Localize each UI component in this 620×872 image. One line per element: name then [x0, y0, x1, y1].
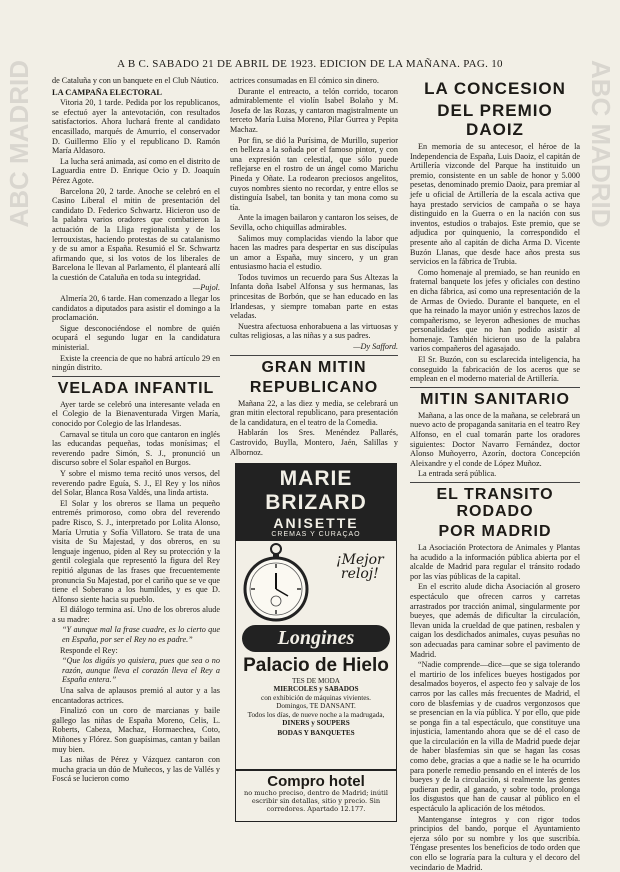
paragraph: La Asociación Protectora de Animales y Plantas ha acudido a la información pública abierta por el alcalde de Madrid para regular el tránsito rodado por las vías públicas de la capital. [410, 543, 580, 581]
ad-anisette: ANISETTE [236, 515, 396, 531]
paragraph: En el escrito alude dicha Asociación al grosero espectáculo que ofrecen carros y carretas arrastrados por tracción animal, singularmente por bueyes, que además de dificultar la circulación, llevan unida la crueldad de que patinen, resbalen y caigan los desdichados animales, cuyas pesuñas no son adecuadas para caminar sobre el pavimento de Madrid. [410, 582, 580, 659]
ad-slogan-line: ¡Mejor [336, 552, 384, 568]
classified-ad-hotel [235, 770, 397, 822]
paragraph: El Sr. Buzón, con su esclarecida inteligencia, ha conseguido la fabricación de los aceros que se emplean en el moderno material de Artillería. [410, 355, 580, 384]
article-headline: MITIN SANITARIO [420, 390, 570, 408]
advertisement-block [235, 463, 397, 770]
paragraph: La lucha será animada, así como en el distrito de Laguardia entre D. Enrique Ocio y D. Joaquín Pérez Agote. [52, 156, 220, 185]
paragraph: En memoria de su antecesor, el héroe de la Independencia de España, Luis Daoiz, el capitán de Artillería vizconde del Parque ha instituido un premio, consistente en un sable de honor y 5.000 pesetas, denominado premio Daoiz, para premiar al jefe u oficial de Artillería de la escala activa que haya prestado servicios de campaña o se haya distinguido en la Guerra o en la nación con sus inventos, estudios o trabajos. Este premio, que se adjudica por quinquenio, la correspondido el presente año al capitán de dicha Arma D. Vicente Buzón Llanas, que desde hace años presta sus servicios en la fábrica de Trubia. [410, 142, 580, 267]
paragraph: Sigue desconociéndose el nombre de quién ocupará el segundo lugar en la candidatura ministerial. [52, 323, 220, 353]
ad-cremas: CREMAS Y CURAÇAO [236, 531, 396, 541]
paragraph: Por fin, se dió la Purísima, de Murillo, superior en belleza a la soñada por el famoso pintor, y con una expresión tan celestial, que sólo puede reflejarse en el rostro de un ángel como Marichu Pineda y Oñate. La rodearon preciosos angelitos, cuyos nombres siento no recordar, y entre ellos se distinguía Isabel, tan bonita y tan mona como su tía. [230, 135, 398, 212]
paragraph: Ante la imagen bailaron y cantaron los seises, de Sevilla, ocho chiquillas admirables. [230, 213, 398, 232]
paragraph: de Cataluña y con un banquete en el Club Náutico. [52, 76, 219, 85]
paragraph: actrices consumadas en El cómico sin dinero. [230, 76, 379, 85]
ad-details [236, 677, 396, 738]
ad-slogan-line: reloj! [340, 566, 379, 582]
article-headline: DEL PREMIO DAOIZ [437, 101, 553, 139]
paragraph: Una salva de aplausos premió al autor y a las encantadoras actrices. [52, 686, 220, 705]
ad-marie-brizard: MARIE BRIZARD [236, 464, 396, 515]
ad-slogan [336, 553, 384, 581]
page-header: A B C. SABADO 21 DE ABRIL DE 1923. EDICION DE LA MAÑANA. PAG. 10 [117, 58, 503, 70]
paragraph: Almería 20, 6 tarde. Han comenzado a llegar los candidatos a diputados para asistir el domingo a la proclamación. [52, 294, 220, 323]
classified-text: no mucho preciso, dentro de Madrid; inútil escribir sin detallas, sitio y precio. Sin corredores. Apartado 12.177. [243, 789, 389, 813]
divider [52, 376, 220, 377]
article-headline: EL TRANSITO RODADO [436, 486, 554, 520]
watermark-left: ABC MADRID [4, 60, 34, 228]
paragraph: Como homenaje al premiado, se han reunido en fraternal banquete los jefes y oficiales con destino en dicha fábrica, así como una representación de la de Armas de Oviedo. Durante el banquete, en el que ha reinado la mayor unión y estrechos lazos de compañerismo, se leyeron adhesiones de muchas personalidades que no han podido asistir al homenaje. También hicieron uso de la palabra varios compañeros del agasajado. [410, 267, 580, 354]
ad-line: BODAS Y BANQUETES [277, 729, 355, 738]
verse: “Y aunque mal la frase cuadre, es lo cierto que en España, por ser el Rey no es padre.” [62, 625, 220, 645]
paragraph: Ayer tarde se celebró una interesante velada en el Colegio de la Bienaventurada Virgen María, conocido por Colegio de las Irlandesas. [52, 399, 220, 428]
column-1 [52, 76, 220, 816]
classified-headline: Compro hotel [267, 773, 365, 790]
paragraph: Hablarán los Sres. Menéndez Pallarés, Castrovido, Buylla, Montero, Jaén, Salillas y Albornoz. [230, 428, 398, 457]
paragraph: “Nadie comprende—dice—que se siga tolerando el martirio de los infelices bueyes hostigados por desalmados boyeros, el aspecto feo y salvaje de los carros por las calles más frecuentes de Madrid, el coro de blasfemias y de cuadros vergonzosos que se presencian en la vía pública. Y por ello, que pide se ponga fin a tal espectáculo, que constituye una injusticia, lamentando ahora que se dé el caso de que la circulación en la villa de Madrid puede dejar de haber blasfemias sin que se hagan las cosas como debe, gracias a que a nadie se le ha ocurrido para ponerle remedio pensando en el interés de los bueyes y de la circulación, si realmente las gentes pudieran pedir, al ganado, y sobre todo, prolonga los disgustos que han de causar al público en el espectáculo la aplicación de los métodos. [410, 660, 580, 814]
divider [410, 387, 580, 388]
ad-line: DINERS y SOUPERS [282, 719, 350, 728]
ad-longines: Longines [242, 625, 390, 652]
ad-line: MIERCOLES y SABADOS [273, 685, 359, 694]
section-heading: LA CAMPAÑA ELECTORAL [52, 87, 162, 97]
paragraph: Mañana, a las once de la mañana, se celebrará un nuevo acto de propaganda sanitaria en el teatro Rey Alfonso, en el cual tomarán parte los oradores siguientes: Doctor Navarro Fernández, doctor Alonso Muñoyerro, Azorín, doctora Concepción Aleixandre y el conde de López Muñoz. [410, 410, 580, 468]
paragraph: Responde el Rey: [60, 645, 118, 655]
ad-palacio-de-hielo: Palacio de Hielo [243, 655, 389, 676]
ad-line: Todos los días, de nueve noche a la madrugada, [247, 710, 385, 719]
paragraph: Vitoria 20, 1 tarde. Pedida por los republicanos, se efectuó ayer la antevotación, con resultados satisfactorios. Ahora luchará frente al candidato encasillado, marqués de Amurrio, el conservador D. Guillermo Elío y el republicano D. Ramón María Aldasoro. [52, 98, 220, 156]
article-headline: REPUBLICANO [249, 378, 379, 396]
signature: —Dy Safford. [353, 342, 398, 352]
paragraph: Durante el entreacto, a telón corrido, tocaron admirablemente el violín Isabel Bolaño y M. Josefa de las Rozas, y cantaron magistralmente un terceto María Luisa Moreno, Pilar Gurrea y Pepita Machaz. [230, 86, 398, 134]
signature: —Pujol. [192, 283, 220, 293]
ad-line: con exhibición de máquinas vivientes. [261, 693, 371, 702]
paragraph: Carnaval se titula un coro que cantaron en inglés las educandas pequeñas, todas monísimas; el reverendo padre Simón, S. J., pronunció un discurso sobre el Solar español en Burgos. [52, 429, 220, 468]
paragraph: El diálogo termina así. Uno de los obreros alude a su madre: [52, 605, 220, 624]
article-headline: POR MADRID [438, 523, 552, 540]
paragraph: Las niñas de Pérez y Vázquez cantaron con mucha gracia un dúo de Muñecos, y las de Vallés y Foscá se lucieron como [52, 755, 220, 784]
pocket-watch-icon [236, 541, 326, 623]
article-headline: LA CONCESION [424, 79, 566, 98]
paragraph: Existe la creencia de que no habrá artículo 29 en ningún distrito. [52, 353, 220, 373]
divider [410, 482, 580, 483]
paragraph: Salimos muy complacidas viendo la labor que hacen las madres para despertar en sus discípulas un amor a España, muy sincero, y un gran entusiasmo hacia el estudio. [230, 233, 398, 272]
article-headline: GRAN MITIN [261, 358, 367, 376]
paragraph: Y sobre el mismo tema recitó unos versos, del reverendo padre Eguía, S. J., El Rey y los niños del Solar, Blanca Rosa Valdés, una linda artista. [52, 468, 220, 498]
paragraph: Todos tuvimos un recuerdo para Sus Altezas la Infanta doña Isabel Alfonsa y sus hermanas, las princesitas de Borbón, que se han educado en las Irlandesas, y siempre tomaban parte en estas veladas. [230, 272, 398, 321]
article-headline: VELADA INFANTIL [57, 379, 215, 397]
paragraph: Barcelona 20, 2 tarde. Anoche se celebró en el Casino Liberal el mitin de presentación del candidato D. Federico Schwartz. Hicieron uso de la palabra varios oradores que combatieron la actuación de la Lliga regionalista y de los lerrouxistas, haciendo protestas de su catalanismo y de su amor a España. Resumió el Sr. Schwartz afirmando que, si los votos de los liberales de Barcelona le llevan al Parlamento, él planteará allí la cuestión de Cataluña en toda su integridad. [52, 186, 220, 282]
ad-watch-row [236, 541, 396, 623]
paragraph: Nuestra afectuosa enhorabuena a las virtuosas y cultas religiosas, a las niñas y a sus padres. [230, 321, 398, 341]
column-3 [410, 76, 580, 872]
paragraph: Finalizó con un coro de marcianas y baile gallego las niñas de España Moreno, Celis, L. Roberts, Cabeza, Machaz, Hormaechea, Coto, Miñones y Flórez. Son guapísimas, cantan y bailan muy bien. [52, 706, 220, 754]
ad-line: TES DE MODA [292, 677, 340, 685]
watermark-right: ABC MADRID [586, 60, 616, 228]
paragraph: Mañana 22, a las diez y media, se celebrará un gran mitin electoral republicano, para presentación de la candidatura, en el teatro de la Comedia. [230, 398, 398, 427]
verse: “Que los digáis yo quisiera, pues que sea o no razón, aunque lleva el corazón lleva el Rey a España entera.” [62, 656, 220, 685]
ad-line: Domingos, TE DANSANT. [276, 702, 356, 711]
divider [230, 355, 398, 356]
paragraph: La entrada será pública. [418, 469, 497, 479]
paragraph: El Solar y los obreros se llama un pequeño entremés primoroso, como obra del reverendo padre Risco, S. J., interpretado por Lolita Alonso, María Urrutia y Sofía Villatoro. Se trata de una visita de Su Majestad, y dos obreros, en su lenguaje ingenuo, piden al Rey su protección y la gentil colegiala que representó la figura del Rey repitió algunas de las frases que frecuentemente pronuncia Su Majestad, por el cariño que se ve que tiene el Soberano a los humildes, y es que D. Alfonso siente hacia su pueblo. [52, 498, 220, 604]
paragraph: Mantenganse íntegros y con rigor todos principios del bando, porque el Ayuntamiento ejerza sólo por su nombre y los que suscribía. Téngase presentes los beneficios de todo orden que con ello se lograría para la cultura y el decoro del vecindario de Madrid. [410, 814, 580, 872]
